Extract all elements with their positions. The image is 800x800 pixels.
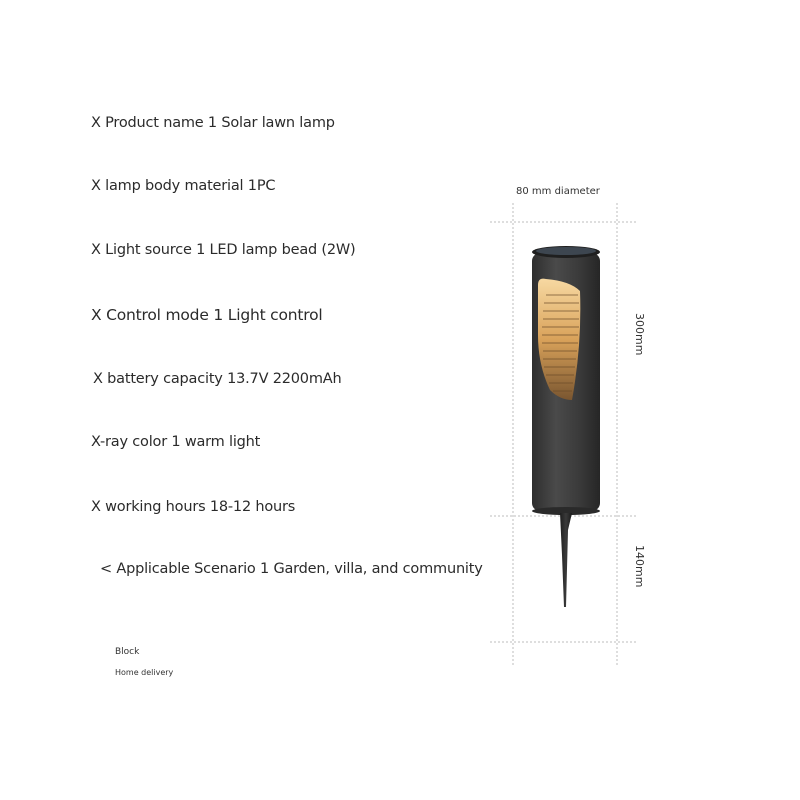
ground-spike xyxy=(560,513,572,607)
lamp-illustration xyxy=(480,195,650,675)
spec-applicable-scenario: < Applicable Scenario 1 Garden, villa, and community xyxy=(100,561,483,577)
spec-body-material: X lamp body material 1PC xyxy=(91,178,276,194)
spec-light-color: X-ray color 1 warm light xyxy=(91,434,261,450)
spec-control-mode: X Control mode 1 Light control xyxy=(91,306,323,324)
spec-working-hours: X working hours 18-12 hours xyxy=(91,499,296,515)
diameter-label: 80 mm diameter xyxy=(516,186,600,197)
footer-block-label: Block xyxy=(115,647,140,657)
spec-battery-capacity: X battery capacity 13.7V 2200mAh xyxy=(93,371,342,387)
solar-panel-surface xyxy=(536,247,596,255)
spec-product-name: X Product name 1 Solar lawn lamp xyxy=(91,115,335,131)
body-height-label: 300mm xyxy=(633,313,646,356)
footer-delivery-label: Home delivery xyxy=(115,668,174,677)
spec-light-source: X Light source 1 LED lamp bead (2W) xyxy=(91,242,356,258)
spike-height-label: 140mm xyxy=(633,545,646,588)
